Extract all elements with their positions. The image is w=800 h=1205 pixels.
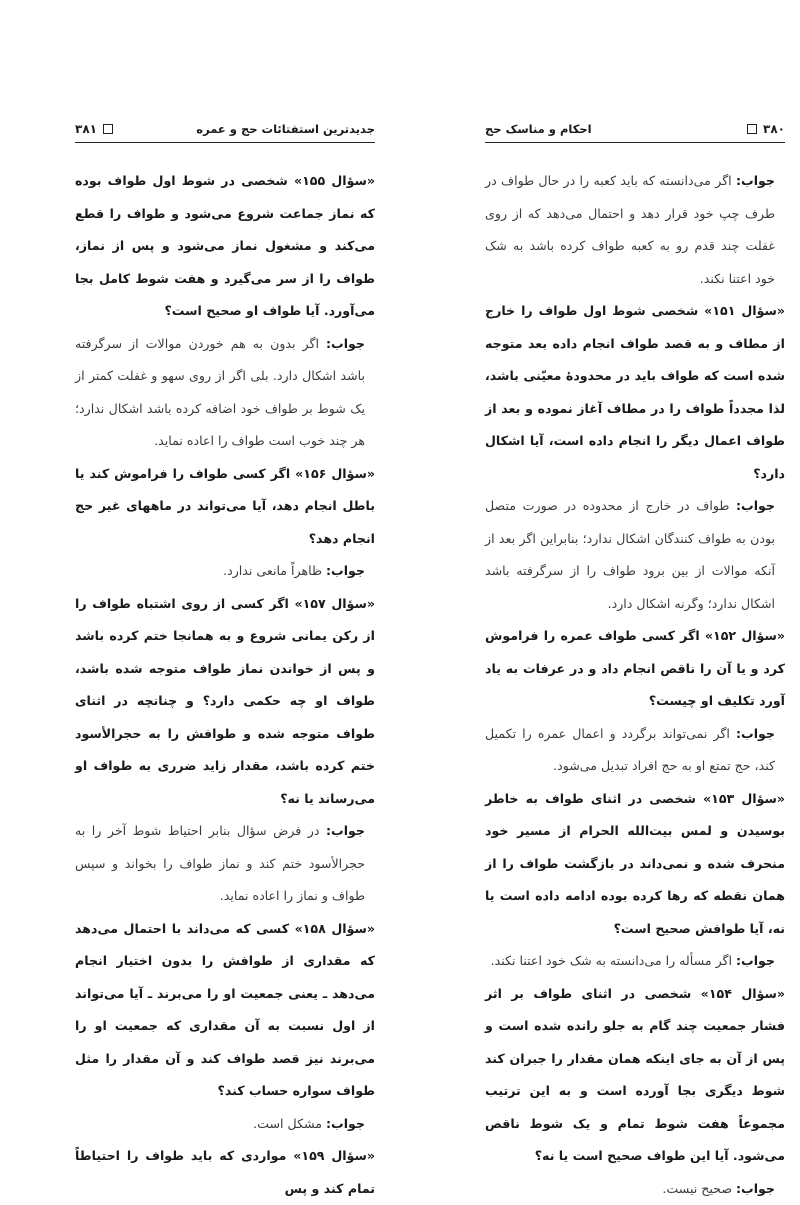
answer-label: جواب: [326, 823, 365, 838]
answer-label: جواب: [736, 1181, 775, 1196]
answer-text: در فرض سؤال بنابر احتیاط شوط آخر را به حجرالأسود ختم کند و نماز طواف را بخواند و سپس طواف و نماز را اعاده نماید. [75, 823, 365, 903]
answer-text: طواف در خارج از محدوده در صورت متصل بودن به طواف کنندگان اشکال ندارد؛ بنابراین اگر بعد از آنکه موالات از بین برود طواف را از سرگرفته باشد اشکال ندارد؛ وگرنه اشکال دارد. [485, 498, 775, 611]
left-page [75, 118, 375, 1205]
answer-label: جواب: [326, 1116, 365, 1131]
question-paragraph: «سؤال ۱۵۷» اگر کسی از روی اشتباه طواف را از رکن یمانی شروع و به همانجا ختم کرده باشد و پس از خواندن نماز طواف متوجه شده باشد، طواف او چه حکمی دارد؟ و چنانچه در اثنای طواف متوجه شده و طوافش را به حجرالأسود ختم کرده باشد، مقدار زاید ضرری به طواف او می‌رساند یا نه؟ [75, 588, 375, 816]
answer-paragraph [485, 1173, 785, 1205]
question-paragraph: «سؤال ۱۵۵» شخصی در شوط اول طواف بوده که نماز جماعت شروع می‌شود و طواف را قطع می‌کند و مشغول نماز می‌شود و پس از نماز، طواف را از سر می‌گیرد و هفت شوط کامل بجا می‌آورد. آیا طواف او صحیح است؟ [75, 165, 375, 328]
square-ornament-icon [103, 124, 113, 134]
page-body [75, 165, 375, 1205]
question-paragraph: «سؤال ۱۵۸» کسی که می‌داند با احتمال می‌دهد که مقداری از طوافش را بدون اختیار انجام می‌دهد ـ یعنی جمعیت او را می‌برند ـ آیا می‌تواند از اول نسبت به آن مقداری که جمعیت او را می‌برند نیز قصد طواف کند و آن مقدار را مثل طواف سواره حساب کند؟ [75, 913, 375, 1108]
page-number: ۳۸۱ [75, 122, 97, 136]
header-title: احکام و مناسک حج [485, 122, 592, 136]
right-page [485, 118, 785, 1205]
answer-label: جواب: [326, 336, 365, 351]
answer-text: اگر بدون به هم خوردن موالات از سرگرفته باشد اشکال دارد. بلی اگر از روی سهو و غفلت کمتر از یک شوط بر طواف خود اضافه کرده باشد اشکال ندارد؛ هر چند خوب است طواف را اعاده نماید. [75, 336, 365, 449]
square-ornament-icon [747, 124, 757, 134]
answer-paragraph [485, 490, 785, 620]
page-number-group [747, 122, 785, 136]
header-title: جدیدترین استفتائات حج و عمره [196, 122, 375, 136]
answer-text: ظاهراً مانعی ندارد. [223, 563, 326, 578]
answer-paragraph [75, 555, 375, 588]
question-paragraph: «سؤال ۱۵۴» شخصی در اثنای طواف بر اثر فشار جمعیت چند گام به جلو رانده شده است و پس از آن به جای اینکه همان مقدار را جبران کند شوط دیگری بجا آورده است و به این ترتیب مجموعاً هفت شوط تمام و یک شوط ناقص می‌شود. آیا این طواف صحیح است یا نه؟ [485, 978, 785, 1173]
page-header [485, 118, 785, 143]
question-paragraph: «سؤال ۱۵۳» شخصی در اثنای طواف به خاطر بوسیدن و لمس بیت‌الله الحرام از مسیر خود منحرف شده و نمی‌داند در بازگشت طواف را از همان نقطه که رها کرده بوده ادامه داده است یا نه، آیا طوافش صحیح است؟ [485, 783, 785, 946]
answer-text: اگر می‌دانسته که باید کعبه را در حال طواف در طرف چپ خود قرار دهد و احتمال می‌دهد که از روی غفلت چند قدم رو به کعبه طواف کرده باشد به شک خود اعتنا نکند. [485, 173, 775, 286]
answer-text: صحیح نیست. [662, 1181, 736, 1196]
answer-paragraph [75, 328, 375, 458]
question-paragraph: «سؤال ۱۵۱» شخصی شوط اول طواف را خارج از مطاف و به قصد طواف انجام داده بعد متوجه شده است که طواف باید در محدودهٔ معیّنی باشد، لذا مجدداً طواف را در مطاف آغاز نموده و بعد از طواف اعمال دیگر را انجام داده است، آیا اشکال دارد؟ [485, 295, 785, 490]
answer-label: جواب: [736, 173, 775, 188]
answer-text: اگر نمی‌تواند برگردد و اعمال عمره را تکمیل کند، حج تمتع او به حج افراد تبدیل می‌شود. [485, 726, 775, 774]
answer-label: جواب: [736, 953, 775, 968]
answer-label: جواب: [736, 726, 775, 741]
answer-label: جواب: [326, 563, 365, 578]
answer-text: مشکل است. [253, 1116, 326, 1131]
answer-paragraph [485, 945, 785, 978]
page-header [75, 118, 375, 143]
question-paragraph: «سؤال ۱۵۲» اگر کسی طواف عمره را فراموش کرد و یا آن را ناقص انجام داد و در عرفات به یاد آورد تکلیف او چیست؟ [485, 620, 785, 718]
question-paragraph: «سؤال ۱۵۹» مواردی که باید طواف را احتیاطاً تمام کند و پس [75, 1140, 375, 1205]
answer-paragraph [485, 165, 785, 295]
page-number-group [75, 122, 113, 136]
page-body [485, 165, 785, 1205]
answer-paragraph [75, 815, 375, 913]
page-number: ۳۸۰ [763, 122, 785, 136]
answer-label: جواب: [736, 498, 775, 513]
answer-paragraph [485, 718, 785, 783]
answer-paragraph [75, 1108, 375, 1141]
question-paragraph: «سؤال ۱۵۶» اگر کسی طواف را فراموش کند یا باطل انجام دهد، آیا می‌تواند در ماههای غیر حج انجام دهد؟ [75, 458, 375, 556]
answer-text: اگر مسأله را می‌دانسته به شک خود اعتنا نکند. [491, 953, 736, 968]
